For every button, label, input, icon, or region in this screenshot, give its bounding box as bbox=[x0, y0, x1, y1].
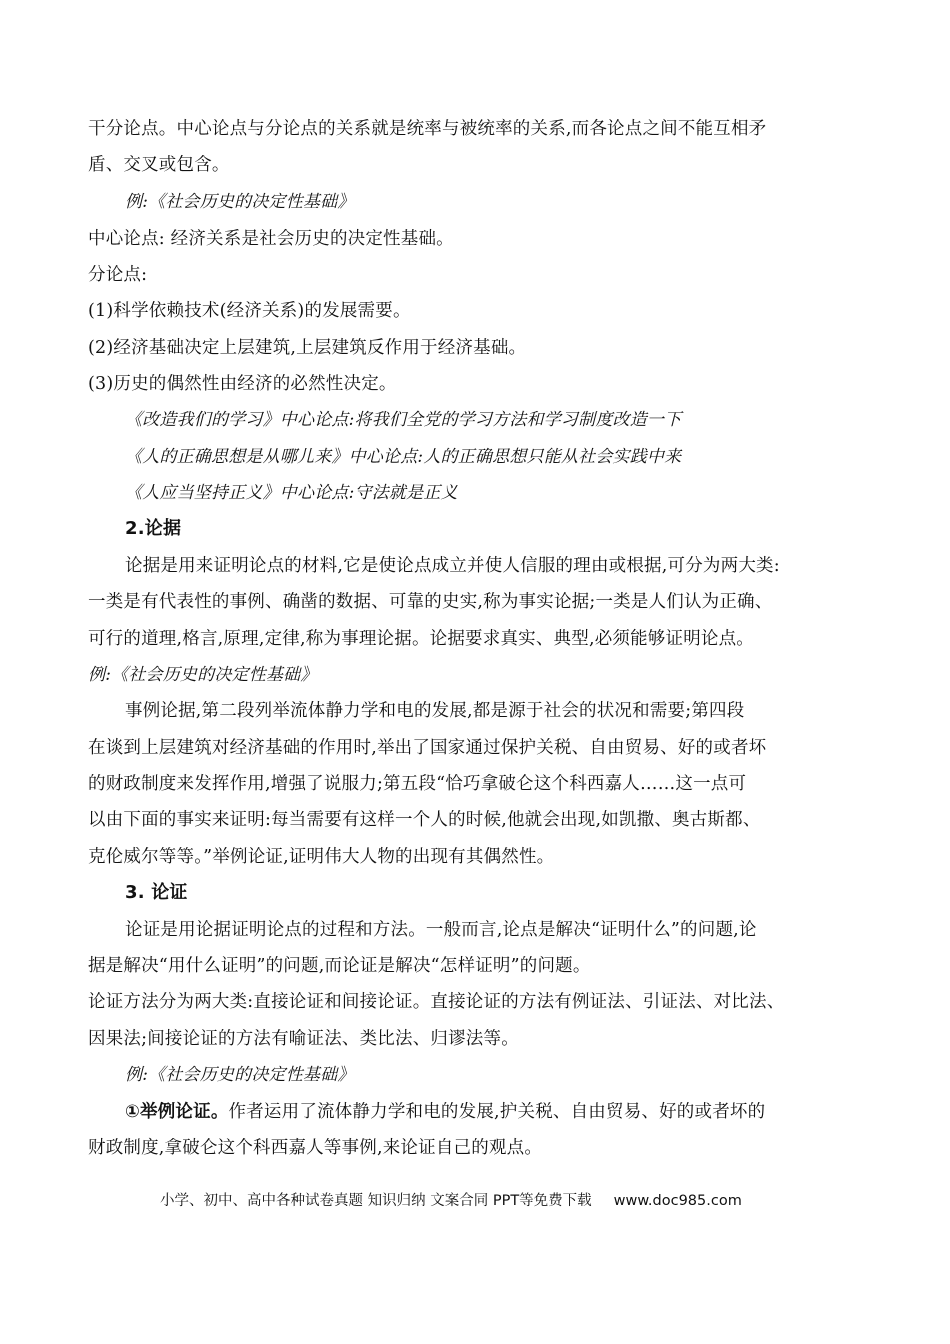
paragraph-line: 因果法;间接论证的方法有喻证法、类比法、归谬法等。 bbox=[88, 1029, 519, 1049]
paragraph-line: 一类是有代表性的事例、确凿的数据、可靠的史实,称为事实论据;一类是人们认为正确、 bbox=[88, 592, 773, 612]
bold-lead: ①举例论证。 bbox=[125, 1102, 229, 1122]
paragraph-line: 干分论点。中心论点与分论点的关系就是统率与被统率的关系,而各论点之间不能互相矛 bbox=[88, 119, 767, 139]
paragraph-line bbox=[125, 1100, 765, 1124]
paragraph-line: 论据是用来证明论点的材料,它是使论点成立并使人信服的理由或根据,可分为两大类: bbox=[125, 556, 780, 576]
example-line: 《改造我们的学习》中心论点:将我们全党的学习方法和学习制度改造一下 bbox=[125, 410, 682, 430]
paragraph-line: 论证方法分为两大类:直接论证和间接论证。直接论证的方法有例证法、引证法、对比法、 bbox=[88, 992, 785, 1012]
paragraph-line: 论证是用论据证明论点的过程和方法。一般而言,论点是解决“证明什么”的问题,论 bbox=[125, 920, 757, 940]
example-line: 例:《社会历史的决定性基础》 bbox=[125, 192, 355, 212]
example-line: 《人的正确思想是从哪儿来》中心论点:人的正确思想只能从社会实践中来 bbox=[125, 447, 682, 467]
footer-text: 小学、初中、高中各种试卷真题 知识归纳 文案合同 PPT等免费下载 bbox=[160, 1193, 592, 1209]
paragraph-line: 据是解决“用什么证明”的问题,而论证是解决“怎样证明”的问题。 bbox=[88, 956, 591, 976]
example-line: 例:《社会历史的决定性基础》 bbox=[88, 665, 318, 685]
paragraph-text: 作者运用了流体静力学和电的发展,护关税、自由贸易、好的或者坏的 bbox=[228, 1102, 766, 1122]
sub-argument-item: (3)历史的偶然性由经济的必然性决定。 bbox=[88, 374, 397, 394]
section-heading: 2.论据 bbox=[125, 518, 182, 539]
paragraph-line: 盾、交叉或包含。 bbox=[88, 155, 230, 175]
paragraph-line: 以由下面的事实来证明:每当需要有这样一个人的时候,他就会出现,如凯撒、奥古斯都、 bbox=[88, 810, 761, 830]
example-line: 例:《社会历史的决定性基础》 bbox=[125, 1065, 355, 1085]
paragraph-line: 克伦威尔等等。”举例论证,证明伟大人物的出现有其偶然性。 bbox=[88, 847, 555, 867]
page-footer bbox=[160, 1191, 742, 1211]
paragraph-line: 的财政制度来发挥作用,增强了说服力;第五段“恰巧拿破仑这个科西嘉人……这一点可 bbox=[88, 774, 747, 794]
sub-argument-label: 分论点: bbox=[88, 265, 148, 285]
paragraph-line: 事例论据,第二段列举流体静力学和电的发展,都是源于社会的状况和需要;第四段 bbox=[125, 701, 745, 721]
section-heading: 3. 论证 bbox=[125, 882, 188, 903]
paragraph-line: 财政制度,拿破仑这个科西嘉人等事例,来论证自己的观点。 bbox=[88, 1138, 543, 1158]
example-line: 《人应当坚持正义》中心论点:守法就是正义 bbox=[125, 483, 458, 503]
paragraph-line: 可行的道理,格言,原理,定律,称为事理论据。论据要求真实、典型,必须能够证明论点。 bbox=[88, 629, 755, 649]
sub-argument-item: (1)科学依赖技术(经济关系)的发展需要。 bbox=[88, 301, 411, 321]
sub-argument-item: (2)经济基础决定上层建筑,上层建筑反作用于经济基础。 bbox=[88, 338, 527, 358]
footer-site-link[interactable]: www.doc985.com bbox=[613, 1193, 742, 1209]
paragraph-line: 在谈到上层建筑对经济基础的作用时,举出了国家通过保护关税、自由贸易、好的或者坏 bbox=[88, 738, 767, 758]
central-argument-line: 中心论点: 经济关系是社会历史的决定性基础。 bbox=[88, 229, 454, 249]
